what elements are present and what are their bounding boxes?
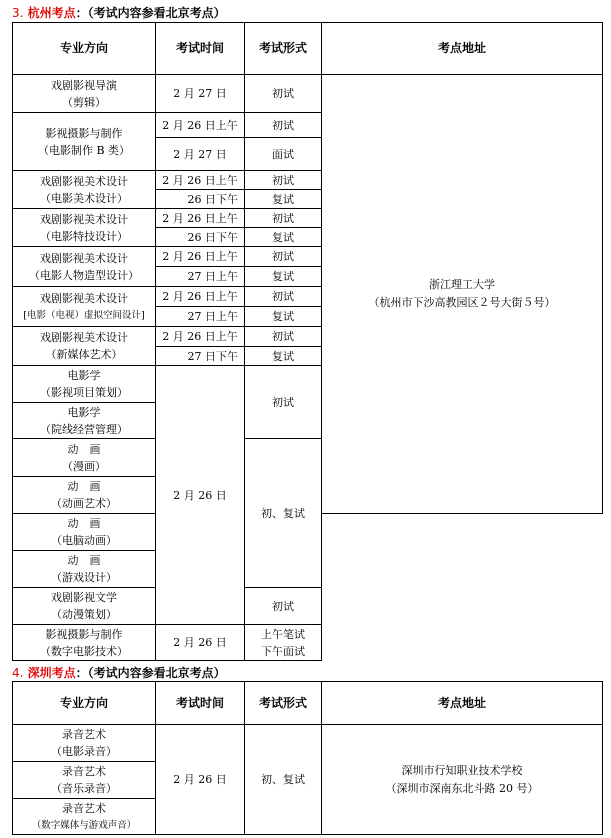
- form-cell: 面试: [245, 138, 322, 171]
- major-cell: 动 画 （漫画）: [13, 439, 156, 477]
- major-cell: 戏剧影视导演 （剪辑）: [13, 75, 156, 113]
- form-cell: 初试: [245, 113, 322, 138]
- form-cell: 复试: [245, 347, 322, 366]
- header-form: 考试形式: [245, 682, 322, 725]
- section-heading-hangzhou: [12, 4, 226, 21]
- address-detail: （杭州市下沙高教园区２号大街５号）: [368, 296, 556, 309]
- section-colon: ：: [75, 666, 88, 680]
- section-city: 深圳考点: [27, 666, 76, 680]
- form-cell: 初试: [245, 366, 322, 439]
- table-row: [13, 75, 603, 113]
- table-row: [13, 588, 603, 625]
- major-cell: 戏剧影视美术设计 [电影（电视）虚拟空间设计]: [13, 287, 156, 327]
- section-heading-shenzhen: [12, 664, 226, 681]
- address-detail: （深圳市深南东北斗路 20 号）: [385, 781, 539, 795]
- hangzhou-exam-table: [12, 22, 603, 661]
- time-cell: 27 日上午: [156, 267, 245, 287]
- major-cell: 戏剧影视美术设计 （电影特技设计）: [13, 209, 156, 247]
- major-cell: 动 画 （游戏设计）: [13, 551, 156, 588]
- time-cell: 2 月 26 日: [156, 625, 245, 661]
- major-cell: 录音艺术 （数字媒体与游戏声音）: [13, 799, 156, 835]
- form-cell: 复试: [245, 228, 322, 247]
- address-name: 浙江理工大学: [429, 278, 495, 291]
- major-cell: 戏剧影视美术设计 （电影美术设计）: [13, 171, 156, 209]
- form-cell: 初试: [245, 209, 322, 228]
- form-cell: 初试: [245, 247, 322, 267]
- header-time: 考试时间: [156, 682, 245, 725]
- major-cell: 录音艺术 （电影录音）: [13, 725, 156, 762]
- header-address: 考点地址: [322, 23, 603, 75]
- major-cell: 戏剧影视美术设计 （新媒体艺术）: [13, 327, 156, 366]
- time-cell: 2 月 26 日上午: [156, 247, 245, 267]
- section-city: 杭州考点: [27, 6, 76, 20]
- table-row: [13, 725, 603, 762]
- time-cell: 27 日下午: [156, 347, 245, 366]
- time-cell: 2 月 26 日上午: [156, 327, 245, 347]
- header-address: 考点地址: [322, 682, 603, 725]
- table-header-row: [13, 23, 603, 75]
- major-cell: 影视摄影与制作 （电影制作 B 类）: [13, 113, 156, 171]
- form-cell: 初试: [245, 588, 322, 625]
- header-major: 专业方向: [13, 23, 156, 75]
- major-cell: 动 画 （电脑动画）: [13, 514, 156, 551]
- time-cell: 2 月 26 日上午: [156, 171, 245, 190]
- section-note: （考试内容参看北京考点）: [87, 666, 226, 680]
- form-cell: 初、复试: [245, 725, 322, 835]
- form-cell: 初试: [245, 287, 322, 307]
- time-cell: 2 月 26 日上午: [156, 113, 245, 138]
- form-cell: 初试: [245, 171, 322, 190]
- major-cell: 录音艺术 （音乐录音）: [13, 762, 156, 799]
- form-cell: 初试: [245, 327, 322, 347]
- header-major: 专业方向: [13, 682, 156, 725]
- major-cell: 戏剧影视美术设计 （电影人物造型设计）: [13, 247, 156, 287]
- time-cell: 26 日下午: [156, 228, 245, 247]
- address-name: 深圳市行知职业技术学校: [401, 763, 523, 777]
- table-header-row: [13, 682, 603, 725]
- form-cell: 初试: [245, 75, 322, 113]
- form-cell: 上午笔试 下午面试: [245, 625, 322, 661]
- time-cell: 27 日上午: [156, 307, 245, 327]
- section-colon: ：: [75, 6, 88, 20]
- section-number: 3.: [12, 6, 24, 20]
- form-cell: 复试: [245, 307, 322, 327]
- table-row: [13, 625, 603, 661]
- section-note: （考试内容参看北京考点）: [87, 6, 226, 20]
- address-cell: [322, 725, 603, 835]
- time-cell: 2 月 26 日上午: [156, 209, 245, 228]
- time-cell: 26 日下午: [156, 190, 245, 209]
- form-cell: 复试: [245, 267, 322, 287]
- section-number: 4.: [12, 666, 24, 680]
- header-form: 考试形式: [245, 23, 322, 75]
- major-cell: 戏剧影视文学 （动漫策划）: [13, 588, 156, 625]
- group-time-cell: 2 月 26 日: [156, 366, 245, 625]
- address-cell: [322, 75, 603, 514]
- major-cell: 动 画 （动画艺术）: [13, 477, 156, 514]
- major-cell: 电影学 （院线经营管理）: [13, 403, 156, 439]
- time-cell: 2 月 27 日: [156, 75, 245, 113]
- major-cell: 影视摄影与制作 （数字电影技术）: [13, 625, 156, 661]
- shenzhen-exam-table: [12, 681, 603, 835]
- time-cell: 2 月 26 日: [156, 725, 245, 835]
- time-cell: 2 月 26 日上午: [156, 287, 245, 307]
- form-cell: 初、复试: [245, 439, 322, 588]
- form-cell: 复试: [245, 190, 322, 209]
- time-cell: 2 月 27 日: [156, 138, 245, 171]
- major-cell: 电影学 （影视项目策划）: [13, 366, 156, 403]
- header-time: 考试时间: [156, 23, 245, 75]
